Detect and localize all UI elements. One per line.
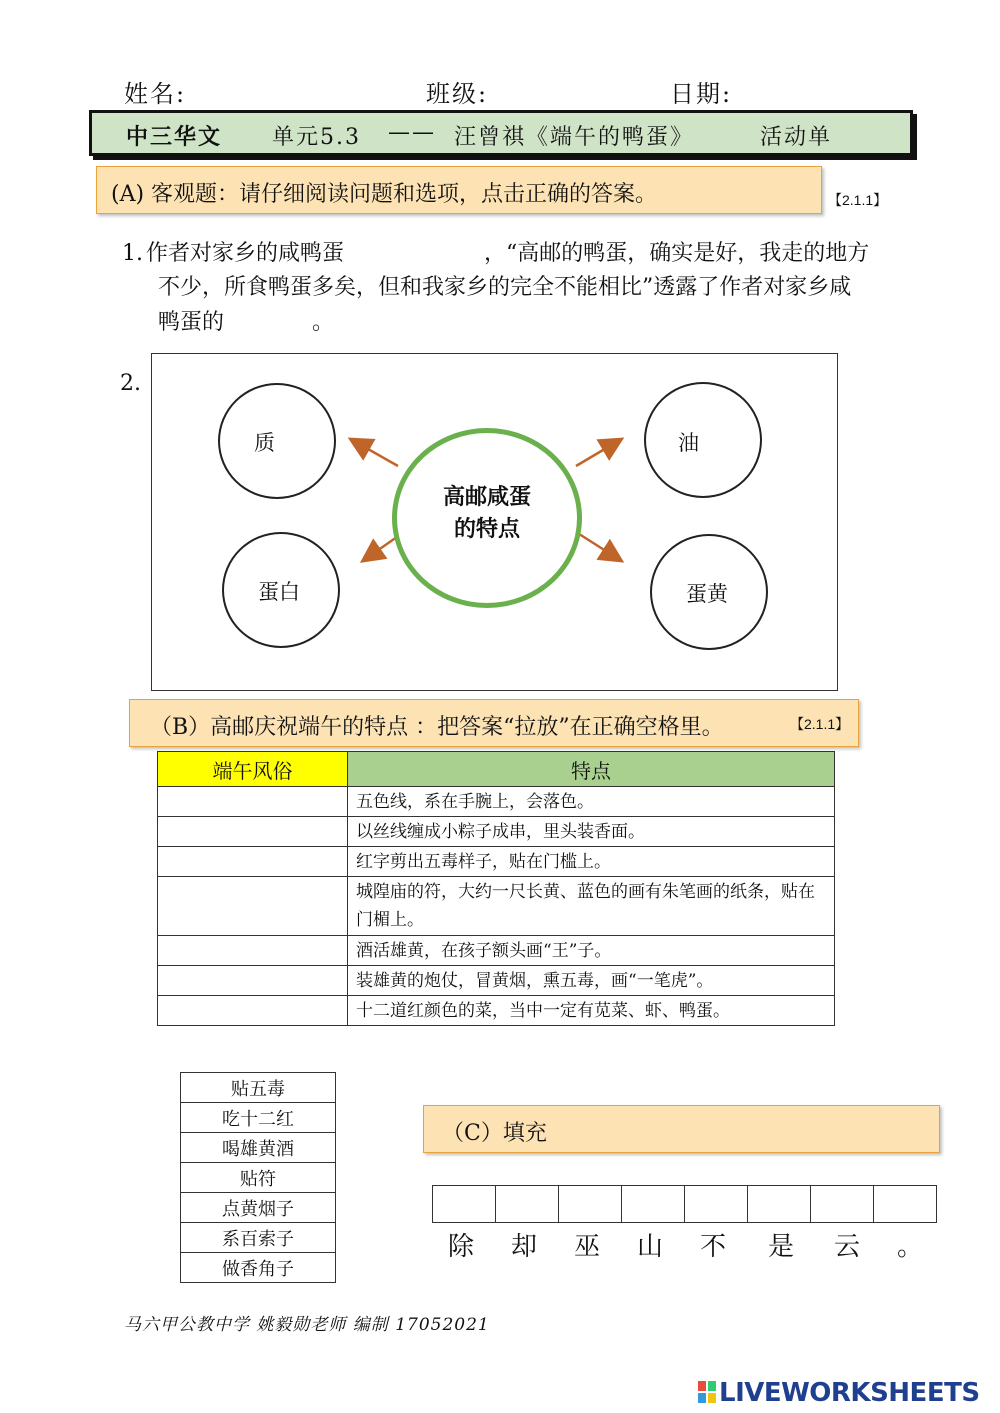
drop-target-4[interactable] <box>158 877 348 936</box>
section-a-label: (A) 客观题：请仔细阅读问题和选项，点击正确的答案。 <box>111 182 658 207</box>
q2-number: 2. <box>120 371 141 396</box>
q1-number: 1. <box>122 241 143 266</box>
title-dash: —— <box>388 120 436 145</box>
fill-box-2[interactable] <box>495 1185 559 1223</box>
feature-7: 十二道红颜色的菜，当中一定有苋菜、虾、鸭蛋。 <box>348 996 835 1026</box>
liveworksheets-logo-icon <box>697 1380 717 1404</box>
table-row <box>158 936 835 966</box>
q1-line1-pre: 作者对家乡的咸鸭蛋 <box>146 241 345 266</box>
table-row <box>158 966 835 996</box>
poem-char: 山 <box>637 1232 664 1262</box>
class-label: 班级: <box>426 80 489 108</box>
drag-option[interactable]: 贴五毒 <box>181 1073 336 1103</box>
section-b-tag: 【2.1.1】 <box>790 716 850 732</box>
q1-line3-pre: 鸭蛋的 <box>158 310 225 335</box>
q1-answer-dropdown-1[interactable] <box>360 240 478 270</box>
lesson-title: 汪曾祺《端午的鸭蛋》 <box>454 125 695 150</box>
drop-target-7[interactable] <box>158 996 348 1026</box>
feature-6: 装雄黄的炮仗，冒黄烟，熏五毒，画“一笔虎”。 <box>348 966 835 996</box>
q1-line1-post: ，“高邮的鸭蛋，确实是好，我走的地方 <box>484 241 870 266</box>
section-b-label: （B）高邮庆祝端午的特点 ：把答案“拉放”在正确空格里。 <box>150 715 724 740</box>
center-line-1: 高邮咸蛋 <box>442 484 531 510</box>
dropdown-oil[interactable] <box>670 422 730 452</box>
poem-char: 却 <box>511 1232 538 1262</box>
poem-char: 不 <box>700 1232 727 1262</box>
fill-box-5[interactable] <box>684 1185 748 1223</box>
section-a-bar <box>96 166 822 214</box>
table-row <box>158 996 835 1026</box>
poem-char: 除 <box>448 1232 475 1262</box>
q1-answer-dropdown-2[interactable] <box>228 309 308 339</box>
arrow-top-right <box>576 440 620 466</box>
drag-option[interactable]: 吃十二红 <box>181 1103 336 1133</box>
drop-target-6[interactable] <box>158 966 348 996</box>
poem-char: 云 <box>834 1232 861 1262</box>
dropdown-egg-white[interactable] <box>252 570 312 600</box>
table-row <box>158 817 835 847</box>
fill-box-8[interactable] <box>873 1185 937 1223</box>
feature-4: 城隍庙的符，大约一尺长黄、蓝色的画有朱笔画的纸条，贴在门楣上。 <box>348 877 835 936</box>
feature-1: 五色线，系在手腕上，会落色。 <box>348 787 835 817</box>
brand-text: LIVEWORKSHEETS <box>719 1378 980 1408</box>
fill-box-7[interactable] <box>810 1185 874 1223</box>
footer-credit: 马六甲公教中学 姚毅勋老师 编制 17052021 <box>124 1315 490 1335</box>
name-label: 姓名: <box>124 80 187 108</box>
date-label: 日期: <box>670 80 733 108</box>
table-row <box>158 877 835 936</box>
section-c-bar <box>423 1105 940 1153</box>
sheet-label: 活动单 <box>760 125 833 150</box>
section-b-bar <box>129 699 859 747</box>
section-c-label: （C）填充 <box>442 1121 547 1146</box>
table-row <box>158 847 835 877</box>
customs-header-row <box>158 752 835 787</box>
center-circle <box>392 428 582 608</box>
drag-option[interactable]: 点黄烟子 <box>181 1193 336 1223</box>
q1-line2: 不少，所食鸭蛋多矣，但和我家乡的完全不能相比”透露了作者对家乡咸 <box>158 275 852 300</box>
poem-char: 是 <box>768 1232 795 1262</box>
drag-option[interactable]: 贴符 <box>181 1163 336 1193</box>
poem-char: 巫 <box>574 1232 601 1262</box>
liveworksheets-brand <box>697 1378 980 1408</box>
unit-label: 单元5.3 <box>272 125 361 150</box>
feature-3: 红字剪出五毒样子，贴在门槛上。 <box>348 847 835 877</box>
label-quality: 质 <box>254 431 275 455</box>
feature-2: 以丝线缠成小粽子成串，里头装香面。 <box>348 817 835 847</box>
feature-5: 酒活雄黄，在孩子额头画“王”子。 <box>348 936 835 966</box>
label-egg-white: 蛋白 <box>258 580 300 604</box>
arrow-bottom-right <box>576 532 620 560</box>
col-feature-header: 特点 <box>348 752 835 787</box>
drop-target-2[interactable] <box>158 817 348 847</box>
drop-target-5[interactable] <box>158 936 348 966</box>
fill-box-1[interactable] <box>432 1185 496 1223</box>
arrow-top-left <box>352 440 398 466</box>
label-oil: 油 <box>678 431 699 455</box>
table-row <box>158 787 835 817</box>
fill-box-6[interactable] <box>747 1185 811 1223</box>
col-custom-header: 端午风俗 <box>158 752 348 787</box>
title-banner <box>89 110 913 156</box>
label-yolk: 蛋黄 <box>686 582 728 606</box>
poem-char: 。 <box>897 1232 924 1262</box>
section-a-tag: 【2.1.1】 <box>828 192 888 208</box>
dropdown-yolk[interactable] <box>680 572 740 602</box>
drag-options <box>180 1072 336 1283</box>
drop-target-3[interactable] <box>158 847 348 877</box>
q1-line3-post: 。 <box>312 310 335 335</box>
drag-option[interactable]: 喝雄黄酒 <box>181 1133 336 1163</box>
q2-diagram <box>151 353 838 691</box>
drag-option[interactable]: 做香角子 <box>181 1253 336 1283</box>
fill-box-3[interactable] <box>558 1185 622 1223</box>
drag-option[interactable]: 系百索子 <box>181 1223 336 1253</box>
fill-box-4[interactable] <box>621 1185 685 1223</box>
drop-target-1[interactable] <box>158 787 348 817</box>
course-title: 中三华文 <box>126 124 223 150</box>
center-line-2: 的特点 <box>453 516 520 542</box>
dropdown-quality[interactable] <box>244 422 304 452</box>
customs-table <box>157 751 835 1026</box>
